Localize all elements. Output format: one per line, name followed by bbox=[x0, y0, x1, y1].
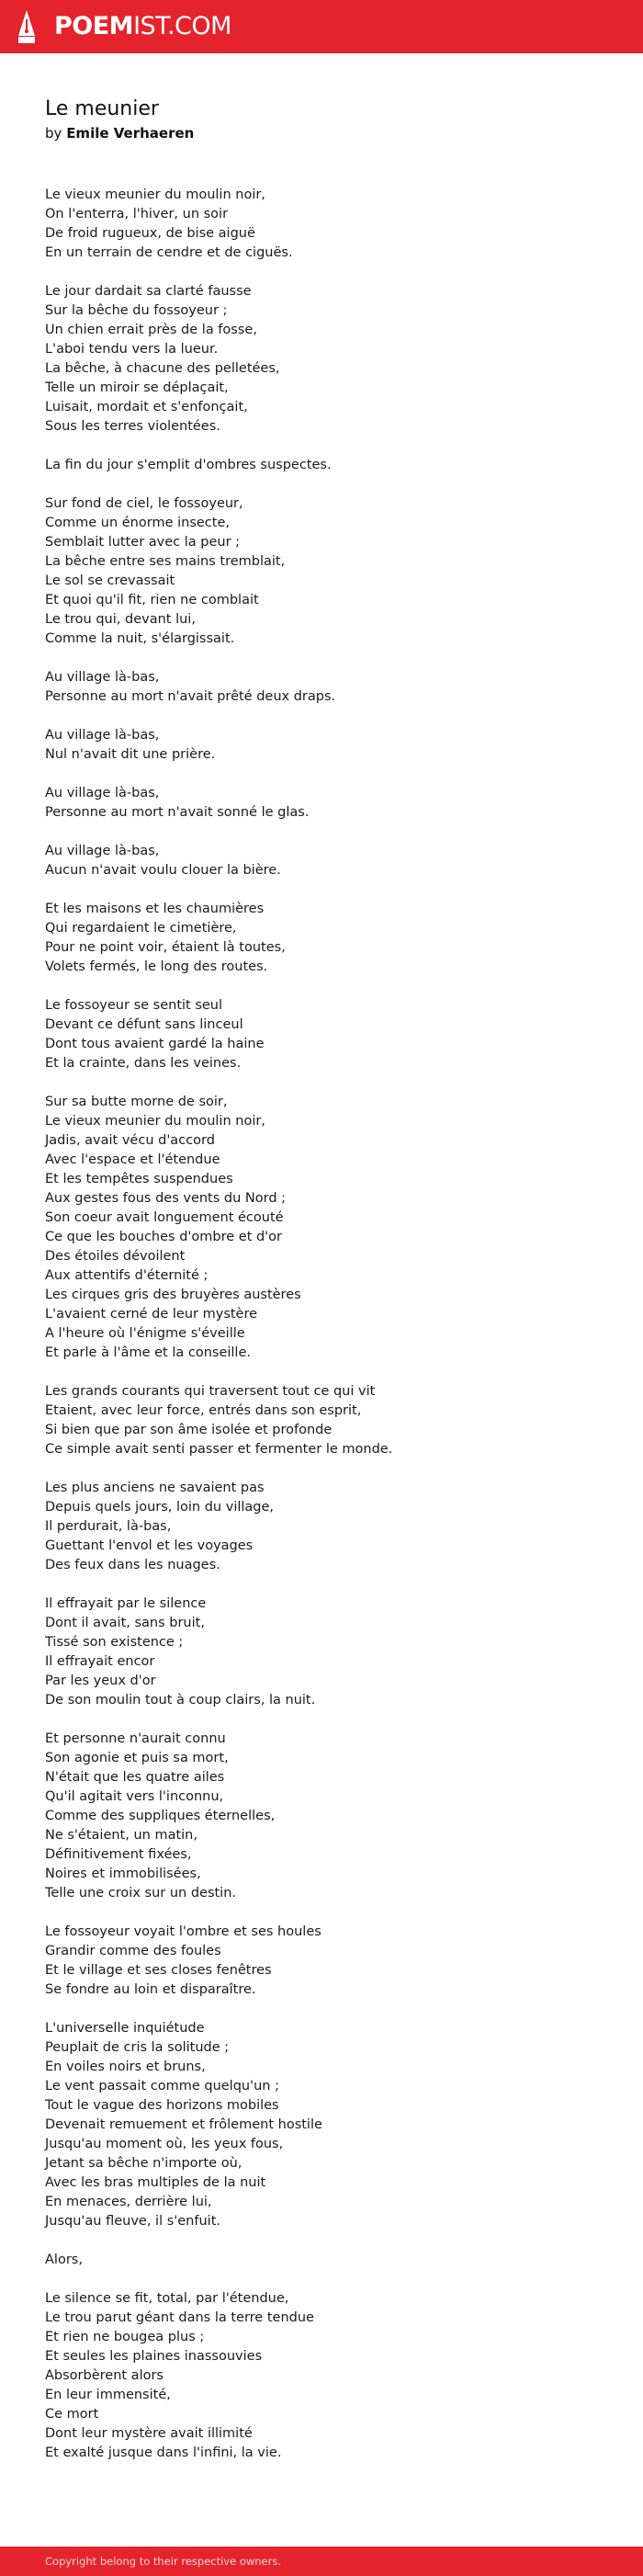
poem-line: Volets fermés, le long des routes. bbox=[45, 959, 268, 974]
poem-line: Il perdurait, là-bas, bbox=[45, 1519, 172, 1534]
top-bar bbox=[0, 0, 643, 53]
poem-line: Et exalté jusque dans l'infini, la vie. bbox=[45, 2445, 282, 2460]
poem-line: Sur fond de ciel, le fossoyeur, bbox=[45, 496, 243, 511]
poem-line: Pour ne point voir, étaient là toutes, bbox=[45, 940, 286, 955]
poem-title: Le meunier bbox=[45, 97, 159, 120]
poem-line: Devenait remuement et frôlement hostile bbox=[45, 2117, 322, 2132]
poem-line: Tout le vague des horizons mobiles bbox=[45, 2098, 279, 2113]
poem-line: Le trou parut géant dans la terre tendue bbox=[45, 2310, 314, 2325]
site-logo[interactable] bbox=[16, 8, 231, 45]
poem-line: Le fossoyeur se sentit seul bbox=[45, 998, 223, 1013]
poem-line: Jadis, avait vécu d'accord bbox=[45, 1133, 215, 1148]
poem-line: L'universelle inquiétude bbox=[45, 2021, 205, 2036]
poem-line: Avec les bras multiples de la nuit bbox=[45, 2175, 266, 2190]
poem-line: Le vieux meunier du moulin noir, bbox=[45, 1114, 265, 1129]
poem-line: Le silence se fit, total, par l'étendue, bbox=[45, 2291, 289, 2306]
poem-line: Au village là-bas, bbox=[45, 728, 160, 743]
poem-content bbox=[45, 96, 605, 2482]
poem-stanza bbox=[45, 1479, 605, 1575]
poem-stanza bbox=[45, 1594, 605, 1710]
poem-line: Au village là-bas, bbox=[45, 670, 160, 685]
poem-stanza bbox=[45, 2019, 605, 2231]
poem-line: Définitivement fixées, bbox=[45, 1847, 192, 1862]
poem-stanza bbox=[45, 1093, 605, 1363]
poem-line: Jusqu'au fleuve, il s'enfuit. bbox=[45, 2214, 220, 2229]
poem-line: En voiles noirs et bruns, bbox=[45, 2060, 206, 2074]
poem-line: Il effrayait encor bbox=[45, 1654, 155, 1669]
poem-line: On l'enterra, l'hiver, un soir bbox=[45, 207, 229, 221]
poem-stanza bbox=[45, 456, 605, 475]
poem-line: Semblait lutter avec la peur ; bbox=[45, 535, 241, 550]
poem-line: Son coeur avait longuement écouté bbox=[45, 1210, 284, 1225]
poem-stanza bbox=[45, 726, 605, 765]
byline bbox=[45, 123, 605, 143]
poem-line: Qu'il agitait vers l'inconnu, bbox=[45, 1789, 224, 1804]
poem-stanza bbox=[45, 842, 605, 880]
poem-line: Ce mort bbox=[45, 2407, 99, 2422]
poem-line: Aucun n'avait voulu clouer la bière. bbox=[45, 863, 281, 878]
poem-line: Si bien que par son âme isolée et profonde bbox=[45, 1423, 333, 1437]
poem-line: Dont leur mystère avait illimité bbox=[45, 2426, 253, 2441]
poem-line: Noires et immobilisées, bbox=[45, 1867, 201, 1881]
poem-line: Le sol se crevassait bbox=[45, 573, 175, 588]
poem-line: Et seules les plaines inassouvies bbox=[45, 2349, 263, 2364]
poem-line: Des feux dans les nuages. bbox=[45, 1558, 220, 1572]
poem-line: De son moulin tout à coup clairs, la nuit. bbox=[45, 1693, 316, 1708]
byline-prefix: by bbox=[45, 125, 62, 142]
poem-line: Se fondre au loin et disparaître. bbox=[45, 1982, 256, 1997]
poem-line: Telle une croix sur un destin. bbox=[45, 1886, 237, 1901]
poem-line: La bêche, à chacune des pelletées, bbox=[45, 361, 280, 376]
poem-line: A l'heure où l'énigme s'éveille bbox=[45, 1326, 245, 1341]
poem-line: Par les yeux d'or bbox=[45, 1674, 156, 1688]
poem-line: Jusqu'au moment où, les yeux fous, bbox=[45, 2137, 284, 2151]
poem-body bbox=[45, 186, 605, 2463]
poem-line: Le vent passait comme quelqu'un ; bbox=[45, 2079, 279, 2094]
pen-nib-icon bbox=[16, 8, 38, 45]
poem-stanza bbox=[45, 1730, 605, 1903]
poem-line: Personne au mort n'avait prêté deux draps. bbox=[45, 689, 336, 704]
poem-line: Et personne n'aurait connu bbox=[45, 1731, 226, 1746]
poem-line: Qui regardaient le cimetière, bbox=[45, 921, 237, 936]
poem-line: Dont tous avaient gardé la haine bbox=[45, 1037, 265, 1051]
poem-line: Alors, bbox=[45, 2253, 83, 2267]
poem-line: Les grands courants qui traversent tout ce qui vit bbox=[45, 1384, 376, 1399]
poem-line: Dont il avait, sans bruit, bbox=[45, 1616, 205, 1630]
poem-line: Le fossoyeur voyait l'ombre et ses houles bbox=[45, 1924, 322, 1939]
author-name[interactable]: Emile Verhaeren bbox=[66, 125, 195, 142]
poem-line: Depuis quels jours, loin du village, bbox=[45, 1500, 275, 1515]
poem-line: Devant ce défunt sans linceul bbox=[45, 1017, 243, 1032]
poem-line: Des étoiles dévoilent bbox=[45, 1249, 186, 1264]
poem-line: Il effrayait par le silence bbox=[45, 1596, 207, 1611]
poem-line: Le vieux meunier du moulin noir, bbox=[45, 187, 265, 202]
poem-line: La bêche entre ses mains tremblait, bbox=[45, 554, 286, 569]
poem-line: Telle un miroir se déplaçait, bbox=[45, 380, 229, 395]
poem-line: Au village là-bas, bbox=[45, 786, 160, 800]
poem-line: Personne au mort n'avait sonné le glas. bbox=[45, 805, 310, 820]
poem-line: Comme la nuit, s'élargissait. bbox=[45, 631, 235, 646]
poem-line: Un chien errait près de la fosse, bbox=[45, 323, 257, 337]
poem-line: L'avaient cerné de leur mystère bbox=[45, 1307, 258, 1322]
logo-text bbox=[54, 8, 231, 45]
poem-stanza bbox=[45, 282, 605, 437]
poem-line: N'était que les quatre ailes bbox=[45, 1770, 225, 1785]
poem-line: L'aboi tendu vers la lueur. bbox=[45, 342, 219, 357]
poem-line: Sur la bêche du fossoyeur ; bbox=[45, 303, 228, 318]
poem-line: Avec l'espace et l'étendue bbox=[45, 1152, 220, 1167]
poem-line: Les plus anciens ne savaient pas bbox=[45, 1481, 265, 1495]
poem-line: Sous les terres violentées. bbox=[45, 419, 220, 434]
poem-line: Comme un énorme insecte, bbox=[45, 516, 230, 530]
logo-text-rest: IST.COM bbox=[133, 12, 231, 40]
poem-stanza bbox=[45, 668, 605, 707]
poem-line: En leur immensité, bbox=[45, 2388, 171, 2402]
poem-stanza bbox=[45, 996, 605, 1073]
poem-line: Absorbèrent alors bbox=[45, 2368, 164, 2383]
poem-stanza bbox=[45, 784, 605, 823]
poem-line: Etaient, avec leur force, entrés dans son esprit, bbox=[45, 1403, 362, 1418]
poem-line: Et parle à l'âme et la conseille. bbox=[45, 1345, 251, 1360]
poem-line: Guettant l'envol et les voyages bbox=[45, 1538, 254, 1553]
poem-line: La fin du jour s'emplit d'ombres suspectes. bbox=[45, 458, 332, 472]
poem-line: Aux gestes fous des vents du Nord ; bbox=[45, 1191, 287, 1206]
poem-line: Le trou qui, devant lui, bbox=[45, 612, 196, 627]
poem-line: En un terrain de cendre et de ciguës. bbox=[45, 245, 293, 260]
poem-stanza bbox=[45, 2289, 605, 2463]
poem-line: Peuplait de cris la solitude ; bbox=[45, 2040, 230, 2055]
poem-line: Luisait, mordait et s'enfonçait, bbox=[45, 400, 248, 414]
poem-line: Et la crainte, dans les veines. bbox=[45, 1056, 242, 1071]
copyright-text: Copyright belong to their respective owners. bbox=[45, 2555, 282, 2568]
poem-line: Aux attentifs d'éternité ; bbox=[45, 1268, 209, 1283]
poem-line: Et les tempêtes suspendues bbox=[45, 1172, 233, 1186]
poem-line: Son agonie et puis sa mort, bbox=[45, 1751, 229, 1765]
poem-line: De froid rugueux, de bise aiguë bbox=[45, 226, 255, 241]
logo-text-bold: POEM bbox=[54, 12, 134, 40]
poem-line: Les cirques gris des bruyères austères bbox=[45, 1288, 301, 1302]
poem-stanza bbox=[45, 1923, 605, 2000]
footer-bar bbox=[0, 2547, 643, 2576]
poem-stanza bbox=[45, 2251, 605, 2270]
poem-stanza bbox=[45, 1382, 605, 1459]
poem-line: Grandir comme des foules bbox=[45, 1944, 221, 1958]
poem-line: Comme des suppliques éternelles, bbox=[45, 1809, 276, 1823]
poem-line: Tissé son existence ; bbox=[45, 1635, 184, 1650]
poem-line: Et quoi qu'il fit, rien ne comblait bbox=[45, 593, 259, 607]
poem-line: Le jour dardait sa clarté fausse bbox=[45, 284, 252, 299]
poem-line: Et les maisons et les chaumières bbox=[45, 902, 265, 916]
poem-line: Au village là-bas, bbox=[45, 844, 160, 858]
poem-line: Ne s'étaient, un matin, bbox=[45, 1828, 197, 1843]
poem-line: Jetant sa bêche n'importe où, bbox=[45, 2156, 243, 2171]
poem-line: En menaces, derrière lui, bbox=[45, 2195, 212, 2209]
poem-line: Nul n'avait dit une prière. bbox=[45, 747, 216, 762]
poem-line: Et le village et ses closes fenêtres bbox=[45, 1963, 272, 1978]
poem-stanza bbox=[45, 186, 605, 263]
poem-line: Et rien ne bougea plus ; bbox=[45, 2330, 205, 2344]
poem-stanza bbox=[45, 494, 605, 649]
poem-stanza bbox=[45, 900, 605, 977]
poem-line: Ce que les bouches d'ombre et d'or bbox=[45, 1230, 283, 1244]
poem-line: Ce simple avait senti passer et fermenter le monde. bbox=[45, 1442, 393, 1457]
poem-line: Sur sa butte morne de soir, bbox=[45, 1095, 228, 1109]
